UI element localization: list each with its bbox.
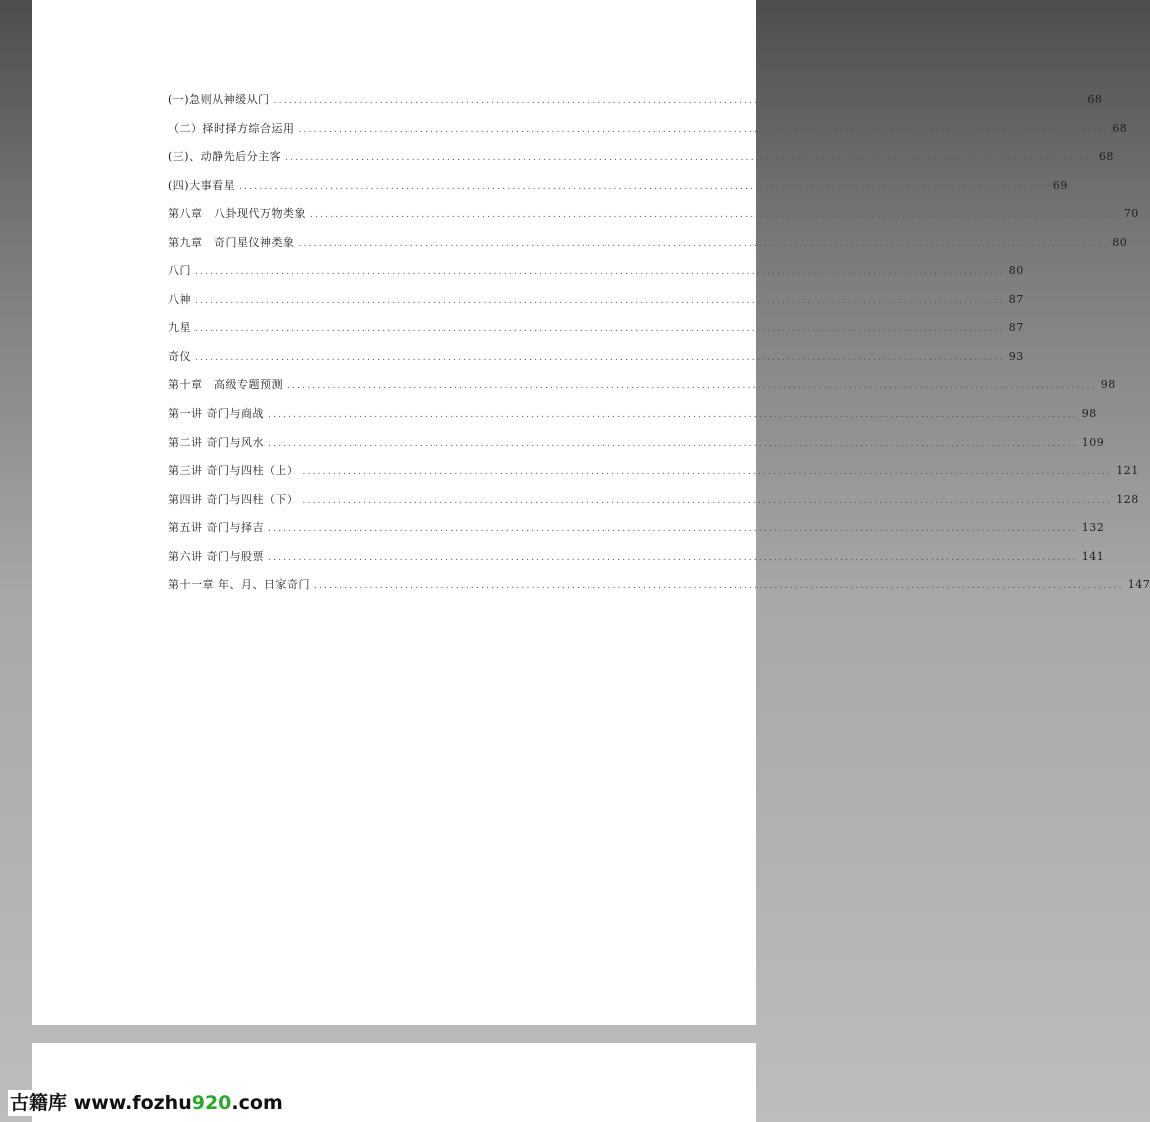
- toc-entry: [168, 91, 1103, 120]
- toc-leader-dots: ................................................................................................................................................................: [310, 210, 1120, 221]
- toc-entry-title: 第二讲 奇门与风水: [168, 435, 264, 449]
- toc-entry-title: 第十章 高级专题预测: [168, 378, 283, 392]
- toc-leader-dots: ................................................................................................................................................................: [302, 495, 1113, 506]
- toc-entry-page: 132: [1081, 521, 1105, 535]
- toc-entry-page: 68: [1087, 93, 1103, 106]
- toc-entry: [168, 576, 1150, 605]
- table-of-contents: [168, 91, 1150, 605]
- toc-entry-page: 87: [1008, 321, 1024, 335]
- toc-entry-title: 第一讲 奇门与商战: [168, 407, 264, 421]
- site-watermark: [8, 1090, 285, 1116]
- toc-entry-page: 68: [1112, 121, 1128, 135]
- toc-entry: [168, 177, 1068, 206]
- toc-leader-dots: ................................................................................................................................................................: [298, 124, 1109, 135]
- toc-entry: [168, 262, 1024, 291]
- toc-entry-page: 141: [1081, 549, 1105, 563]
- watermark-site-name: 古籍库: [10, 1092, 68, 1114]
- toc-entry-title: 奇仪: [168, 349, 191, 363]
- toc-leader-dots: ................................................................................................................................................................: [268, 524, 1078, 535]
- toc-leader-dots: ................................................................................................................................................................: [298, 238, 1109, 249]
- toc-leader-dots: ................................................................................................................................................................: [195, 267, 1005, 278]
- watermark-url-number: 920: [191, 1092, 232, 1114]
- toc-entry: [168, 348, 1024, 377]
- document-page: [32, 0, 1150, 1025]
- toc-leader-dots: ................................................................................................................................................................: [285, 153, 1095, 164]
- toc-entry-title: 第六讲 奇门与股票: [168, 549, 264, 563]
- toc-entry-page: 147: [1127, 578, 1150, 592]
- toc-entry-page: 69: [1052, 178, 1068, 192]
- toc-entry: [168, 319, 1024, 348]
- toc-entry: [168, 291, 1024, 320]
- toc-entry-title: 九星: [168, 321, 191, 335]
- toc-leader-dots: ................................................................................................................................................................: [195, 324, 1005, 335]
- toc-entry-title: （二）择时择方综合运用: [168, 121, 295, 135]
- toc-entry-title: 第八章 八卦现代万物类象: [168, 207, 306, 221]
- toc-leader-dots: ................................................................................................................................................................: [239, 181, 1049, 192]
- toc-entry-title: 八神: [168, 292, 191, 306]
- toc-leader-dots: ................................................................................................................................................................: [268, 552, 1078, 563]
- toc-entry: [168, 548, 1105, 577]
- toc-entry-page: 87: [1008, 292, 1024, 306]
- toc-entry-page: 98: [1081, 407, 1097, 421]
- toc-entry-page: 68: [1098, 150, 1114, 164]
- toc-entry-page: 80: [1008, 264, 1024, 278]
- toc-entry: [168, 519, 1105, 548]
- toc-entry-page: 80: [1112, 235, 1128, 249]
- toc-entry-title: (一)急则从神缓从门: [168, 93, 270, 106]
- toc-entry: [168, 434, 1105, 463]
- toc-entry: [168, 405, 1097, 434]
- toc-entry-title: 第九章 奇门星仪神类象: [168, 235, 295, 249]
- toc-leader-dots: ................................................................................................................................................................: [268, 410, 1078, 421]
- toc-entry-page: 109: [1081, 435, 1105, 449]
- watermark-url-suffix: .com: [231, 1092, 283, 1114]
- toc-entry: [168, 148, 1114, 177]
- toc-leader-dots: ................................................................................................................................................................: [195, 352, 1005, 363]
- toc-entry: [168, 491, 1139, 520]
- toc-entry-title: 八门: [168, 264, 191, 278]
- toc-entry: [168, 205, 1139, 234]
- toc-entry-page: 128: [1116, 492, 1139, 506]
- toc-entry-page: 93: [1008, 349, 1024, 363]
- watermark-url-prefix: www.fozhu: [73, 1092, 192, 1114]
- toc-entry-title: (三)、动静先后分主客: [168, 150, 282, 164]
- toc-entry-title: (四)大事看星: [168, 178, 236, 192]
- toc-entry: [168, 462, 1139, 491]
- toc-entry-title: 第十一章 年、月、日家奇门: [168, 578, 310, 592]
- toc-entry-title: 第三讲 奇门与四柱（上）: [168, 464, 299, 478]
- toc-entry: [168, 120, 1128, 149]
- toc-leader-dots: ................................................................................................................................................................: [273, 96, 1084, 106]
- toc-leader-dots: ................................................................................................................................................................: [287, 381, 1097, 392]
- toc-leader-dots: ................................................................................................................................................................: [268, 438, 1078, 449]
- toc-entry-title: 第五讲 奇门与择吉: [168, 521, 264, 535]
- toc-entry: [168, 376, 1116, 405]
- toc-entry-title: 第四讲 奇门与四柱（下）: [168, 492, 299, 506]
- toc-entry-page: 121: [1116, 464, 1139, 478]
- toc-leader-dots: ................................................................................................................................................................: [195, 295, 1005, 306]
- toc-entry-page: 70: [1123, 207, 1139, 221]
- toc-entry: [168, 234, 1128, 263]
- toc-leader-dots: ................................................................................................................................................................: [314, 581, 1124, 592]
- toc-entry-page: 98: [1100, 378, 1116, 392]
- toc-leader-dots: ................................................................................................................................................................: [302, 467, 1113, 478]
